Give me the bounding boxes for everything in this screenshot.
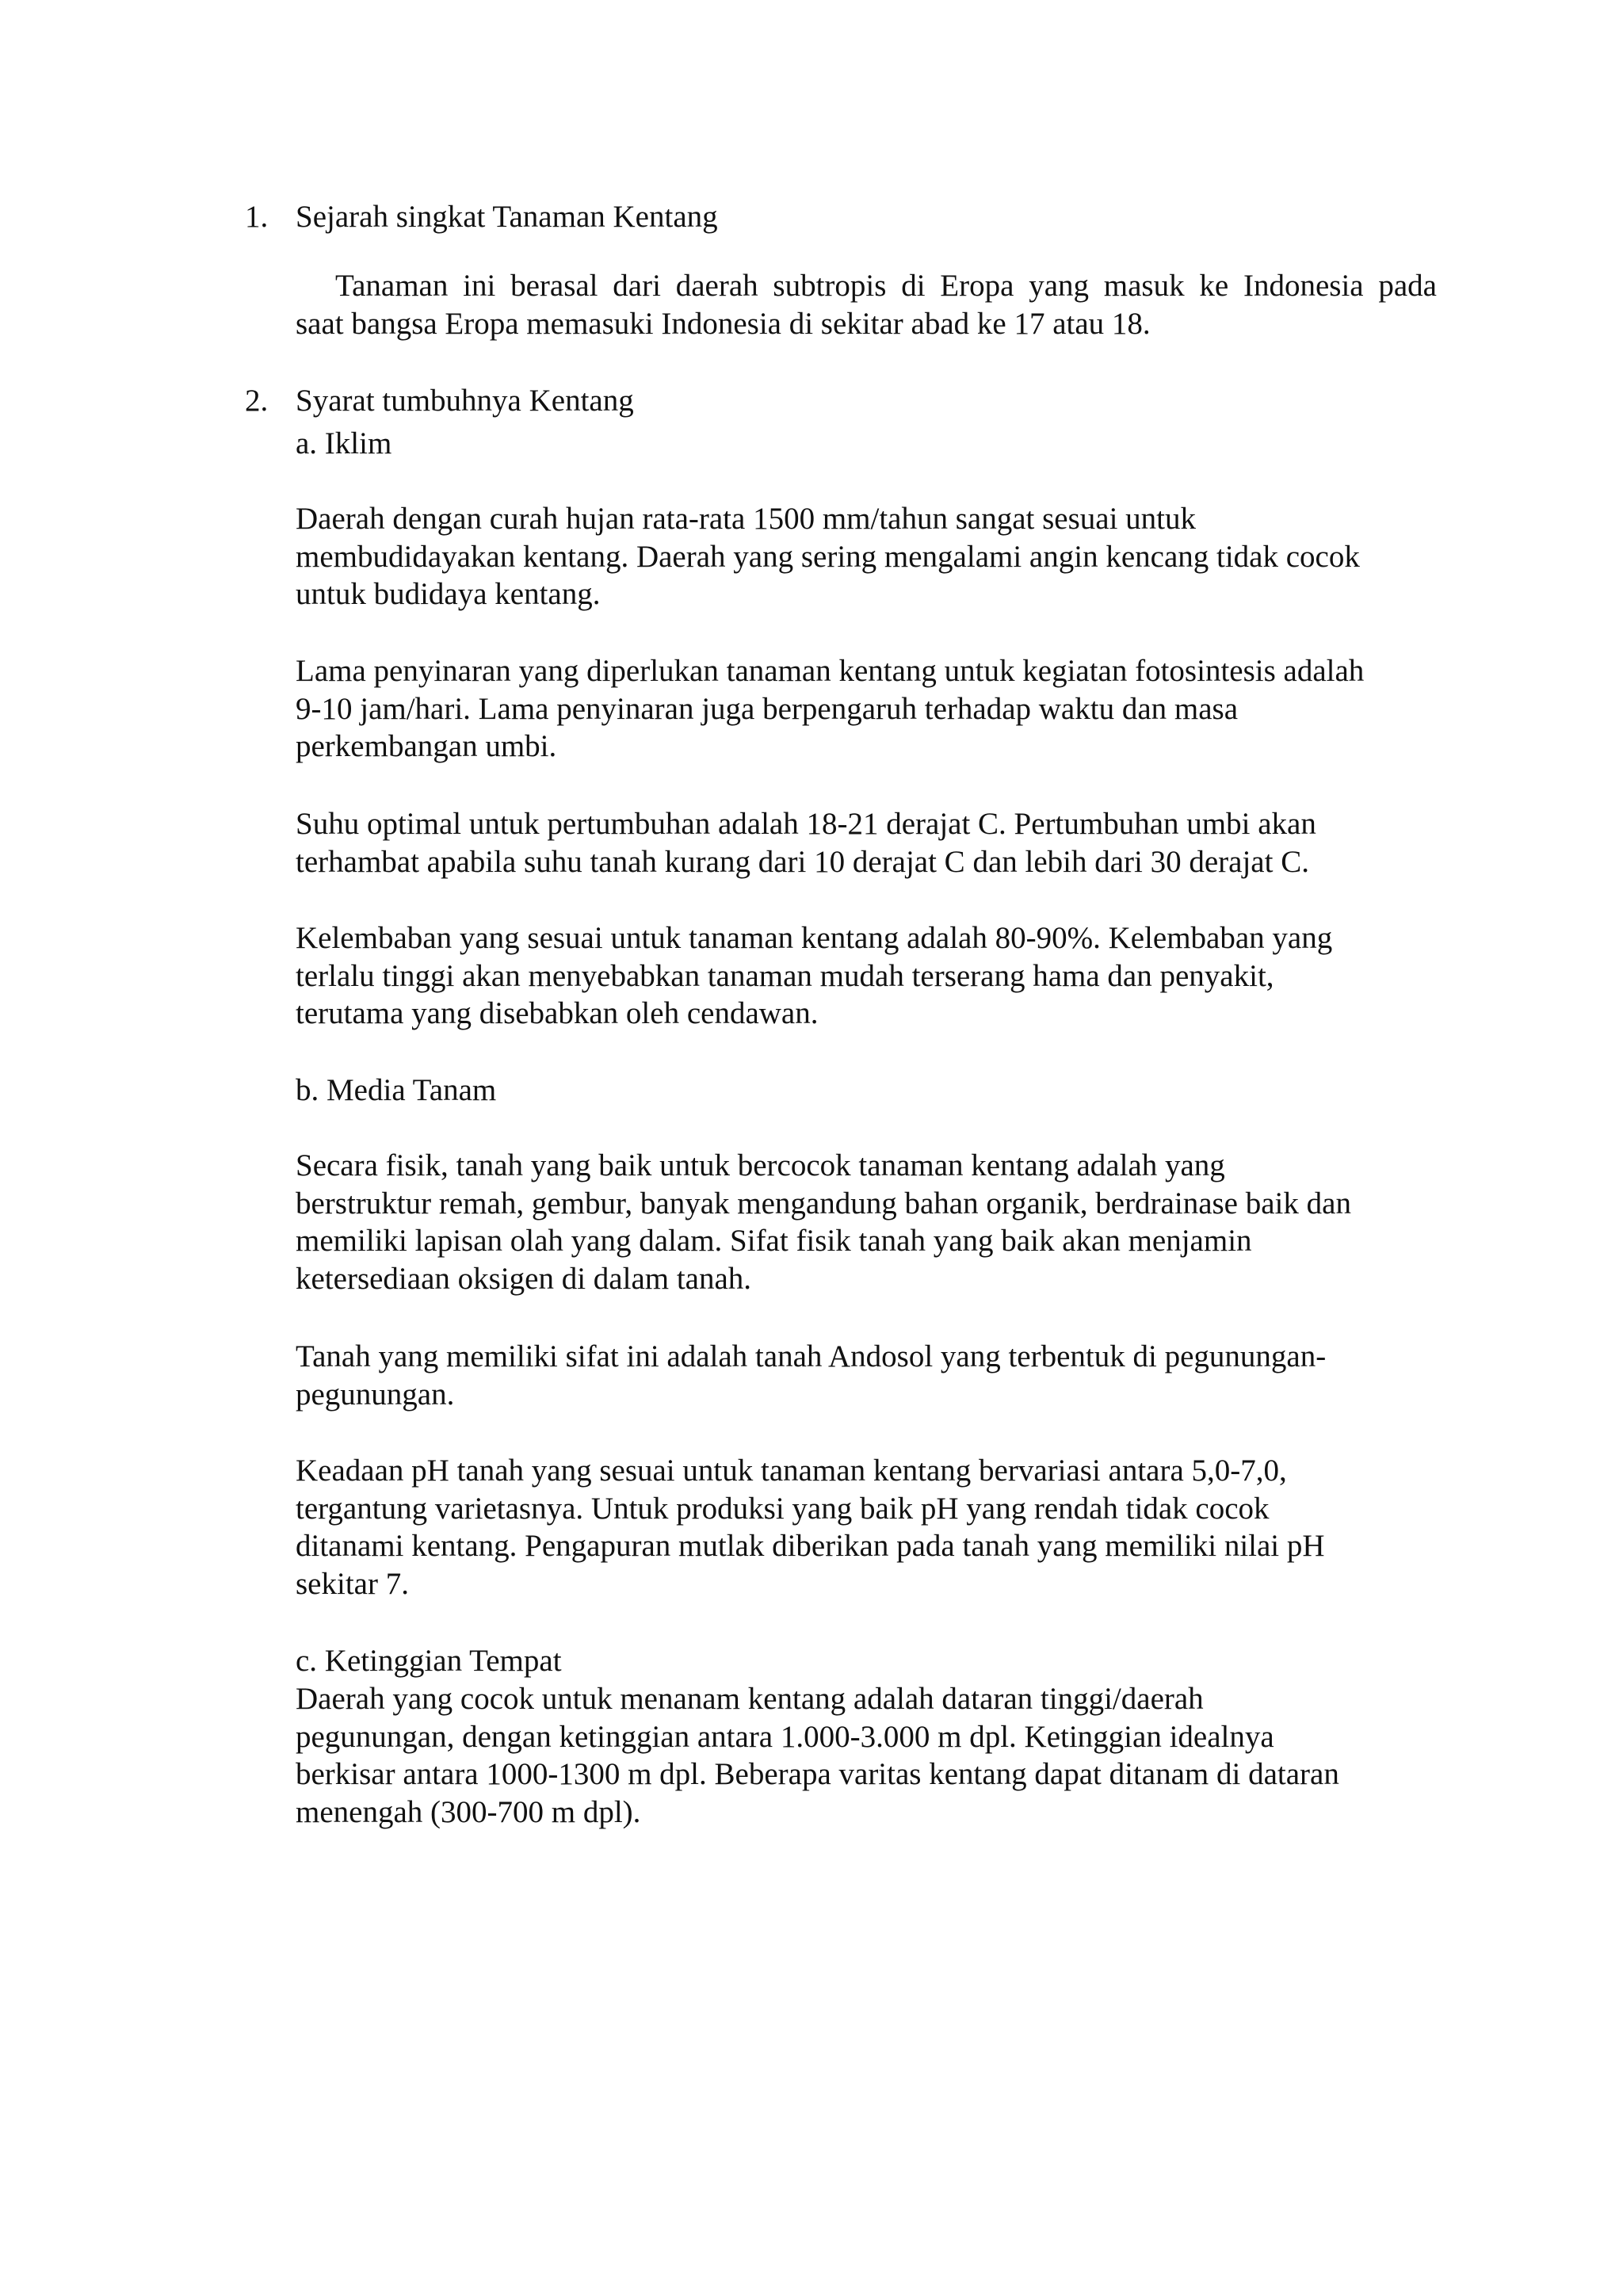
subsection-a-title: a. Iklim (296, 426, 392, 460)
media-paragraph-3 (296, 1452, 1437, 1603)
paragraph-line: Lama penyinaran yang diperlukan tanaman kentang untuk kegiatan fotosintesis adalah (296, 654, 1365, 688)
paragraph-line: ditanami kentang. Pengapuran mutlak diberikan pada tanah yang memiliki nilai pH (296, 1529, 1325, 1563)
paragraph-line: terhambat apabila suhu tanah kurang dari 10 derajat C dan lebih dari 30 derajat C. (296, 844, 1309, 879)
paragraph-line: terlalu tinggi akan menyebabkan tanaman mudah terserang hama dan penyakit, (296, 958, 1274, 993)
paragraph-line: memiliki lapisan olah yang dalam. Sifat fisik tanah yang baik akan menjamin (296, 1224, 1252, 1258)
iklim-paragraph-4 (296, 919, 1437, 1033)
iklim-paragraph-2 (296, 652, 1437, 766)
iklim-paragraph-3 (296, 805, 1437, 881)
paragraph-line: tergantung varietasnya. Untuk produksi yang baik pH yang rendah tidak cocok (296, 1491, 1270, 1526)
paragraph-line: perkembangan umbi. (296, 729, 557, 763)
paragraph-line: berstruktur remah, gembur, banyak mengandung bahan organik, berdrainase baik dan (296, 1186, 1351, 1221)
paragraph-line: Tanaman ini berasal dari daerah subtropis di Eropa yang masuk ke Indonesia pada (335, 269, 1437, 303)
paragraph-line: untuk budidaya kentang. (296, 577, 601, 611)
media-paragraph-2 (296, 1338, 1437, 1413)
paragraph-line: Keadaan pH tanah yang sesuai untuk tanaman kentang bervariasi antara 5,0-7,0, (296, 1454, 1287, 1488)
paragraph-line: Daerah dengan curah hujan rata-rata 1500 mm/tahun sangat sesuai untuk (296, 502, 1197, 536)
paragraph-line: ketersediaan oksigen di dalam tanah. (296, 1261, 752, 1296)
paragraph-line: Kelembaban yang sesuai untuk tanaman kentang adalah 80-90%. Kelembaban yang (296, 921, 1333, 955)
paragraph-line: membudidayakan kentang. Daerah yang sering mengalami angin kencang tidak cocok (296, 539, 1360, 574)
iklim-paragraph-1 (296, 500, 1437, 613)
paragraph-line: berkisar antara 1000-1300 m dpl. Beberapa varitas kentang dapat ditanam di dataran (296, 1757, 1339, 1791)
paragraph-line: Tanah yang memiliki sifat ini adalah tanah Andosol yang terbentuk di pegunungan- (296, 1339, 1327, 1373)
subsection-b-title: b. Media Tanam (296, 1073, 497, 1107)
section-2-title: Syarat tumbuhnya Kentang (296, 384, 634, 418)
ketinggian-paragraph (296, 1680, 1437, 1831)
media-paragraph-1 (296, 1147, 1437, 1297)
section-1-paragraph (296, 267, 1437, 342)
subsection-c-title: c. Ketinggian Tempat (296, 1644, 562, 1678)
section-1-title: Sejarah singkat Tanaman Kentang (296, 200, 718, 234)
paragraph-line: Daerah yang cocok untuk menanam kentang adalah dataran tinggi/daerah (296, 1682, 1204, 1716)
paragraph-line: Secara fisik, tanah yang baik untuk bercocok tanaman kentang adalah yang (296, 1148, 1225, 1182)
paragraph-line: pegunungan, dengan ketinggian antara 1.000-3.000 m dpl. Ketinggian idealnya (296, 1719, 1274, 1754)
section-1-number: 1. (245, 200, 269, 234)
paragraph-line: Suhu optimal untuk pertumbuhan adalah 18-21 derajat C. Pertumbuhan umbi akan (296, 807, 1316, 841)
paragraph-line: 9-10 jam/hari. Lama penyinaran juga berpengaruh terhadap waktu dan masa (296, 691, 1239, 726)
section-2-number: 2. (245, 384, 269, 418)
paragraph-line: sekitar 7. (296, 1566, 409, 1601)
paragraph-line: menengah (300-700 m dpl). (296, 1794, 641, 1829)
paragraph-line: terutama yang disebabkan oleh cendawan. (296, 996, 819, 1030)
paragraph-line: pegunungan. (296, 1377, 455, 1412)
paragraph-line: saat bangsa Eropa memasuki Indonesia di sekitar abad ke 17 atau 18. (296, 306, 1151, 341)
